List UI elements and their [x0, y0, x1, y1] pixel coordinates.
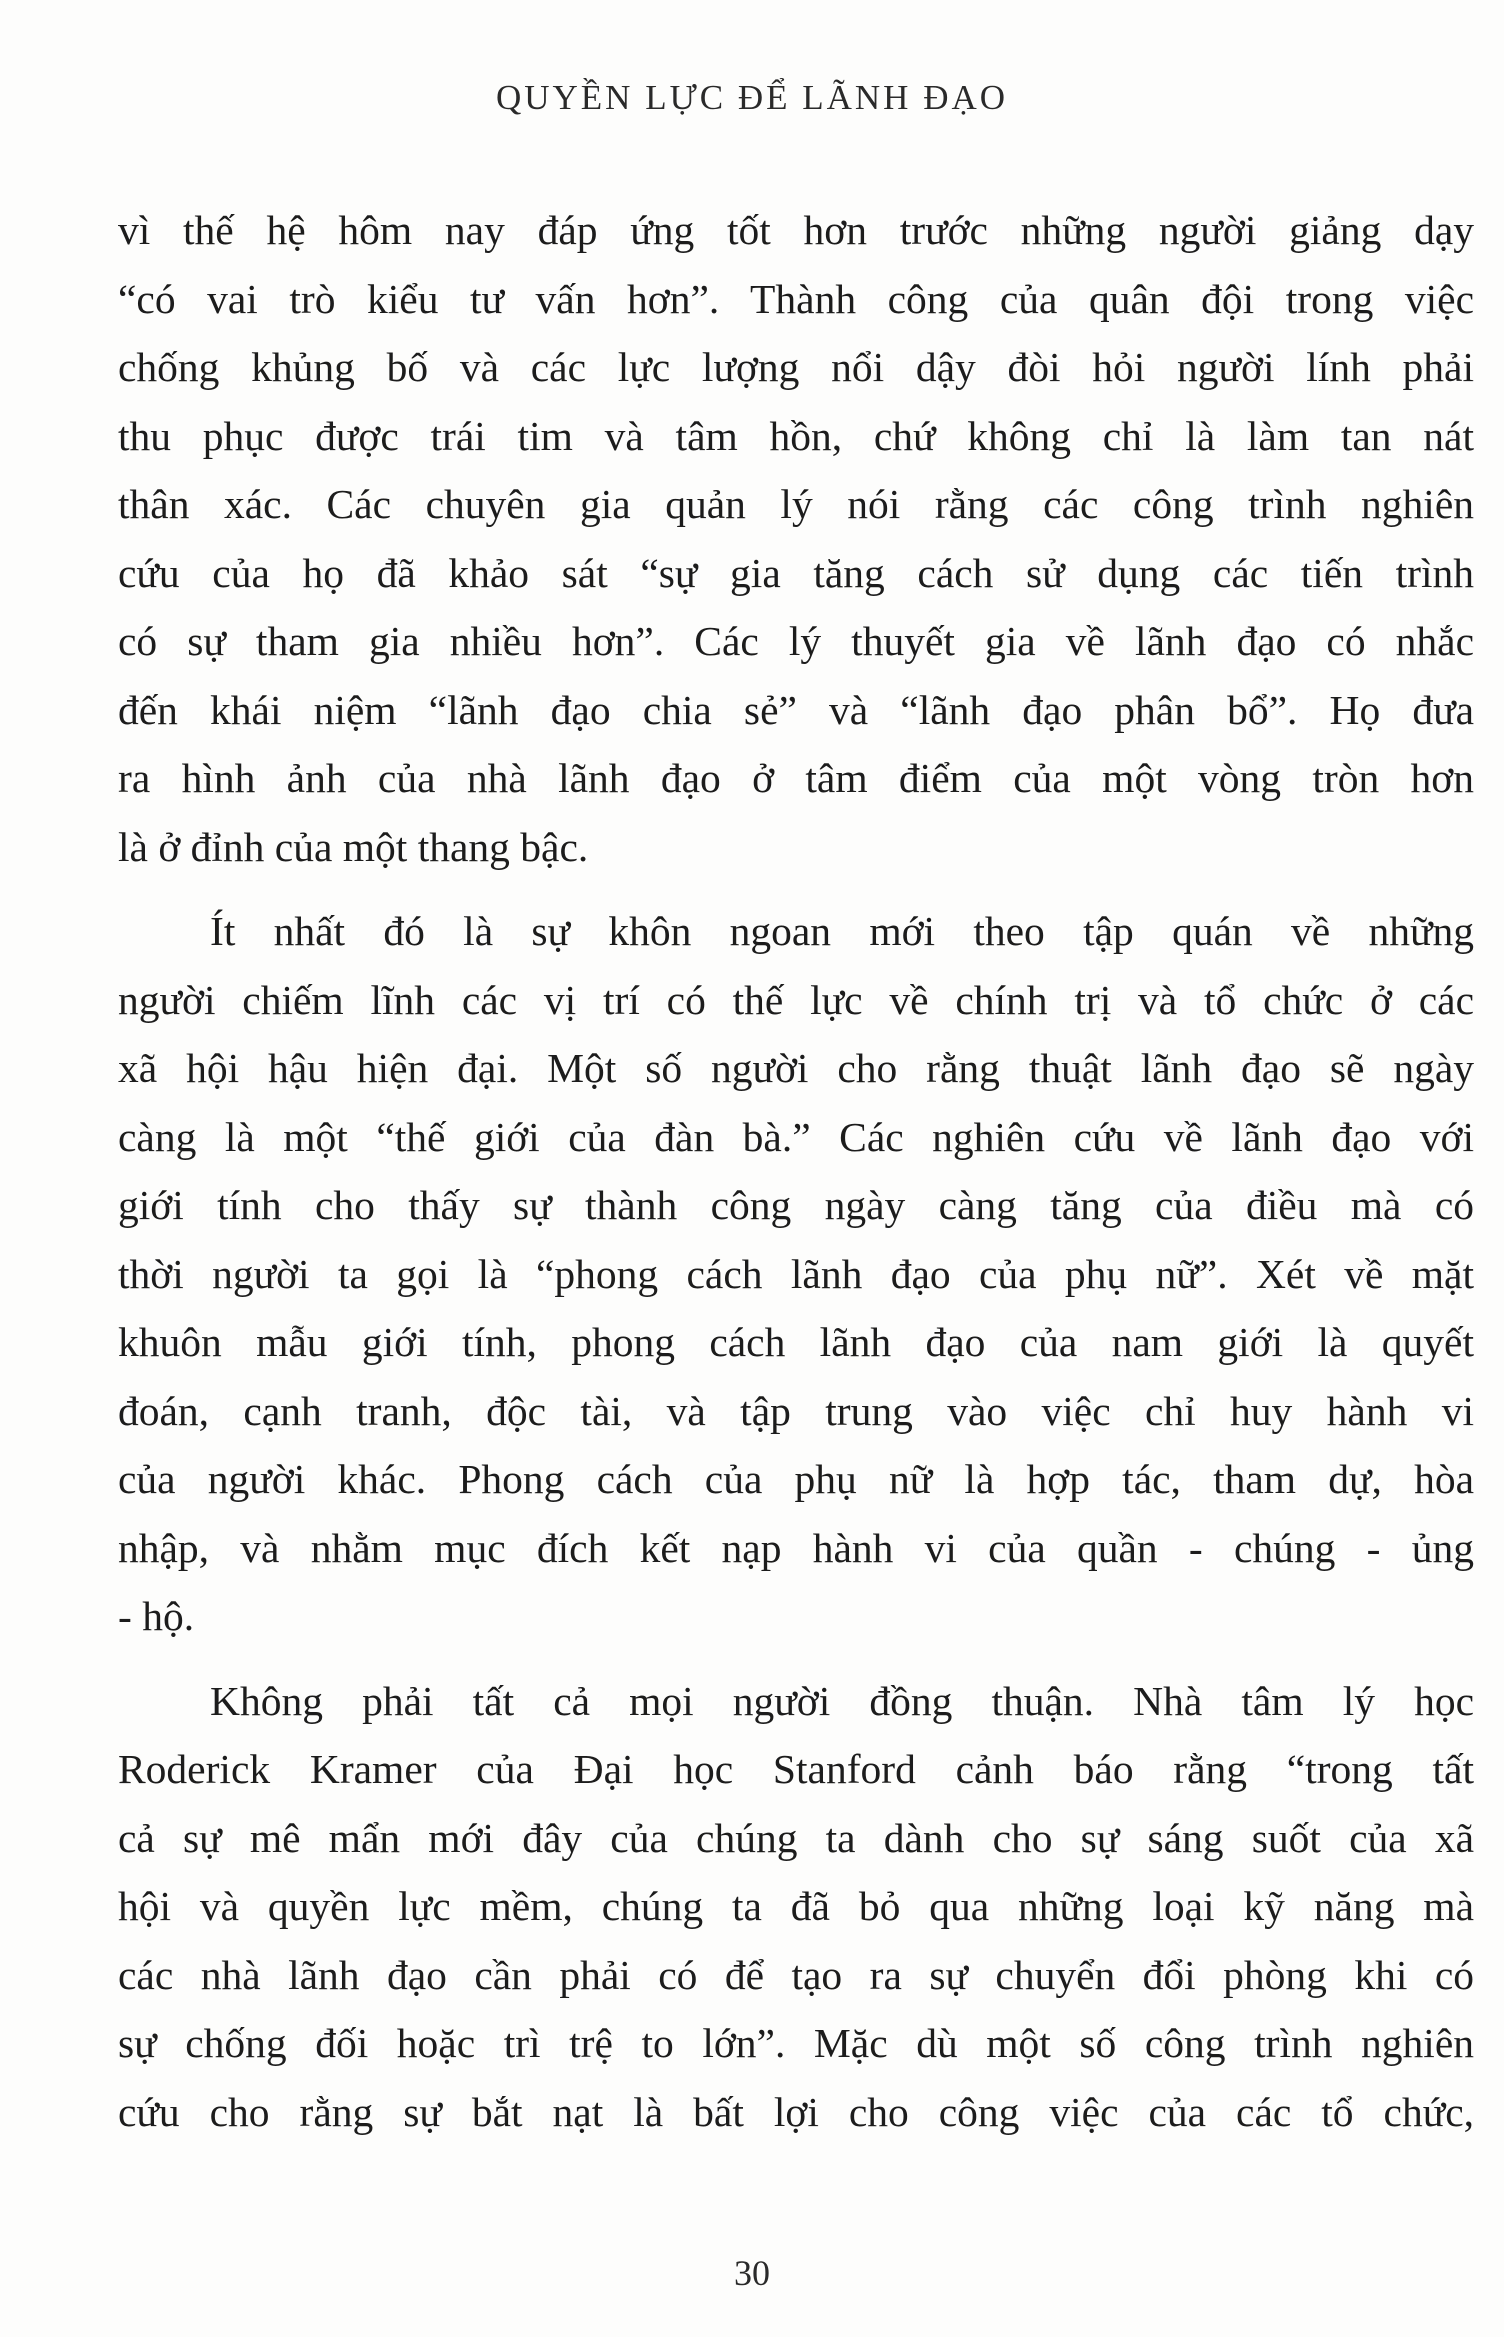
text-line: cả sự mê mẩn mới đây của chúng ta dành cho sự sáng suốt của xã: [118, 1814, 1474, 1861]
text-line: giới tính cho thấy sự thành công ngày càng tăng của điều mà có: [118, 1182, 1474, 1228]
text-line: của người khác. Phong cách của phụ nữ là hợp tác, tham dự, hòa: [118, 1456, 1474, 1502]
text-line: Không phải tất cả mọi người đồng thuận. Nhà tâm lý học: [210, 1677, 1474, 1724]
text-line: Ít nhất đó là sự khôn ngoan mới theo tập quán về những: [210, 908, 1474, 954]
paragraph: [118, 1667, 1474, 2147]
paragraph: [118, 196, 1474, 881]
text-line: càng là một “thế giới của đàn bà.” Các nghiên cứu về lãnh đạo với: [118, 1113, 1474, 1160]
text-line: chống khủng bố và các lực lượng nổi dậy đòi hỏi người lính phải: [118, 344, 1474, 390]
text-line: thời người ta gọi là “phong cách lãnh đạo của phụ nữ”. Xét về mặt: [118, 1250, 1474, 1297]
running-head: QUYỀN LỰC ĐỂ LÃNH ĐẠO: [495, 78, 1009, 117]
text-line: - hộ.: [118, 1593, 195, 1639]
text-line: cứu của họ đã khảo sát “sự gia tăng cách sử dụng các tiến trình: [118, 549, 1474, 596]
text-line: hội và quyền lực mềm, chúng ta đã bỏ qua những loại kỹ năng mà: [118, 1883, 1474, 1929]
text-line: sự chống đối hoặc trì trệ to lớn”. Mặc dù một số công trình nghiên: [118, 2020, 1474, 2066]
body-text: [118, 196, 1474, 2146]
text-line: các nhà lãnh đạo cần phải có để tạo ra sự chuyển đổi phòng khi có: [118, 1951, 1474, 1998]
text-line: ra hình ảnh của nhà lãnh đạo ở tâm điểm của một vòng tròn hơn: [118, 755, 1474, 801]
text-line: cứu cho rằng sự bắt nạt là bất lợi cho công việc của các tổ chức,: [118, 2088, 1474, 2135]
text-line: người chiếm lĩnh các vị trí có thế lực về chính trị và tổ chức ở các: [118, 976, 1474, 1023]
text-line: thu phục được trái tim và tâm hồn, chứ không chỉ là làm tan nát: [118, 412, 1474, 459]
text-line: khuôn mẫu giới tính, phong cách lãnh đạo của nam giới là quyết: [118, 1319, 1474, 1365]
text-line: thân xác. Các chuyên gia quản lý nói rằng các công trình nghiên: [118, 481, 1474, 527]
text-line: đoán, cạnh tranh, độc tài, và tập trung vào việc chỉ huy hành vi: [118, 1387, 1474, 1434]
text-line: vì thế hệ hôm nay đáp ứng tốt hơn trước những người giảng dạy: [118, 207, 1474, 253]
paragraph: [118, 897, 1474, 1651]
text-line: có sự tham gia nhiều hơn”. Các lý thuyết gia về lãnh đạo có nhắc: [118, 618, 1474, 664]
text-line: đến khái niệm “lãnh đạo chia sẻ” và “lãnh đạo phân bổ”. Họ đưa: [118, 686, 1474, 733]
text-line: nhập, và nhằm mục đích kết nạp hành vi của quần - chúng - ủng: [118, 1524, 1474, 1571]
page-number: 30: [734, 2253, 770, 2293]
text-line: là ở đỉnh của một thang bậc.: [118, 823, 589, 870]
text-line: “có vai trò kiểu tư vấn hơn”. Thành công của quân đội trong việc: [118, 275, 1474, 322]
text-line: Roderick Kramer của Đại học Stanford cảnh báo rằng “trong tất: [118, 1746, 1474, 1792]
text-line: xã hội hậu hiện đại. Một số người cho rằng thuật lãnh đạo sẽ ngày: [118, 1045, 1474, 1091]
